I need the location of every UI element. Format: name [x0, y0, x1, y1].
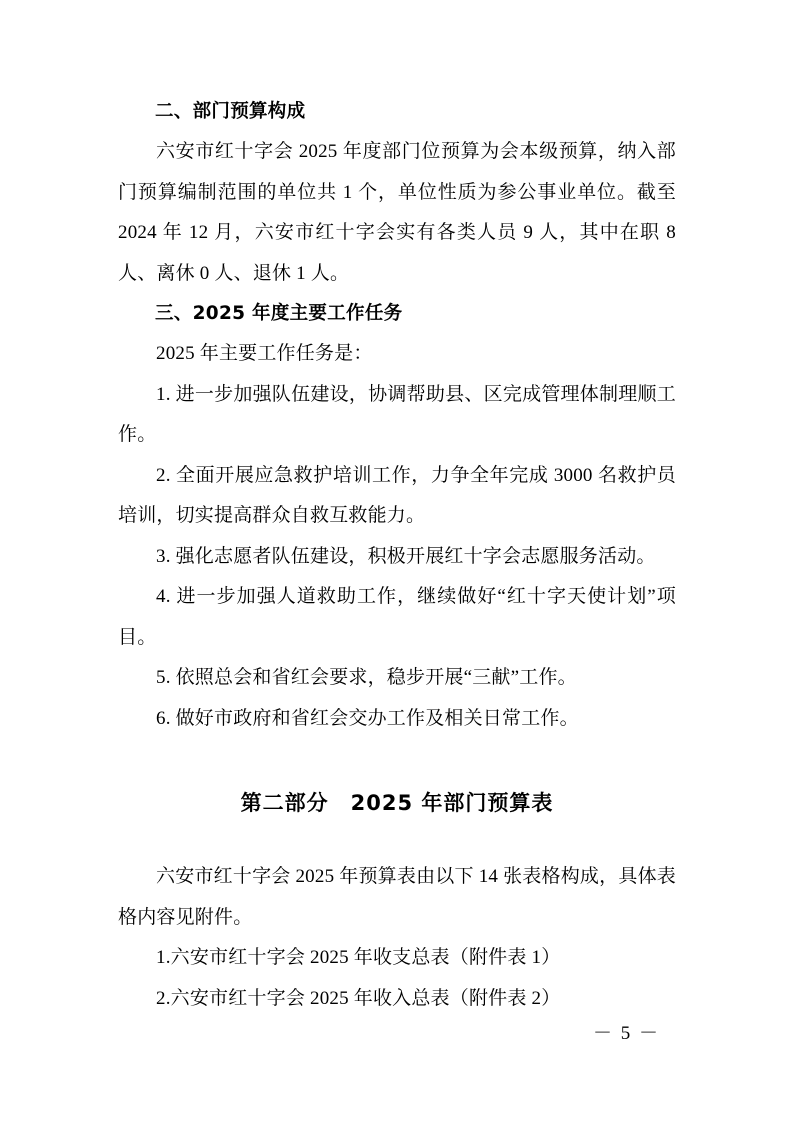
paragraph-budget-tables-intro: 六安市红十字会 2025 年预算表由以下 14 张表格构成，具体表格内容见附件。 — [118, 866, 676, 928]
task-item-2: 2. 全面开展应急救护培训工作，力争全年完成 3000 名救护员培训，切实提高群众自救互救能力。 — [118, 464, 676, 526]
spacer — [118, 739, 676, 783]
task-item-6: 6. 做好市政府和省红会交办工作及相关日常工作。 — [156, 707, 579, 729]
table-item-2: 2.六安市红十字会 2025 年收入总表（附件表 2） — [156, 987, 561, 1009]
paragraph-budget-composition: 六安市红十字会 2025 年度部门位预算为会本级预算，纳入部门预算编制范围的单位共 1 个，单位性质为参公事业单位。截至 2024 年 12 月，六安市红十字会实有各类人员 9 人，其中在职 8 人、离休 0 人、退休 1 人。 — [118, 141, 676, 284]
task-item-5: 5. 依照总会和省红会要求，稳步开展“三献”工作。 — [156, 667, 577, 688]
section-title-part-two: 第二部分 2025 年部门预算表 — [240, 791, 554, 815]
page-number: － 5 － — [592, 1023, 660, 1044]
table-item-1: 1.六安市红十字会 2025 年收支总表（附件表 1） — [156, 947, 561, 968]
document-body — [118, 92, 676, 1019]
task-item-3: 3. 强化志愿者队伍建设，积极开展红十字会志愿服务活动。 — [156, 545, 656, 567]
heading-department-budget-composition: 二、部门预算构成 — [155, 101, 306, 122]
spacer — [118, 823, 676, 857]
task-item-4: 4. 进一步加强人道救助工作，继续做好“红十字天使计划”项目。 — [118, 586, 676, 648]
task-item-1: 1. 进一步加强队伍建设，协调帮助县、区完成管理体制理顺工作。 — [118, 383, 676, 445]
heading-main-work-tasks: 三、2025 年度主要工作任务 — [155, 303, 403, 324]
paragraph-tasks-intro: 2025 年主要工作任务是： — [156, 343, 373, 364]
